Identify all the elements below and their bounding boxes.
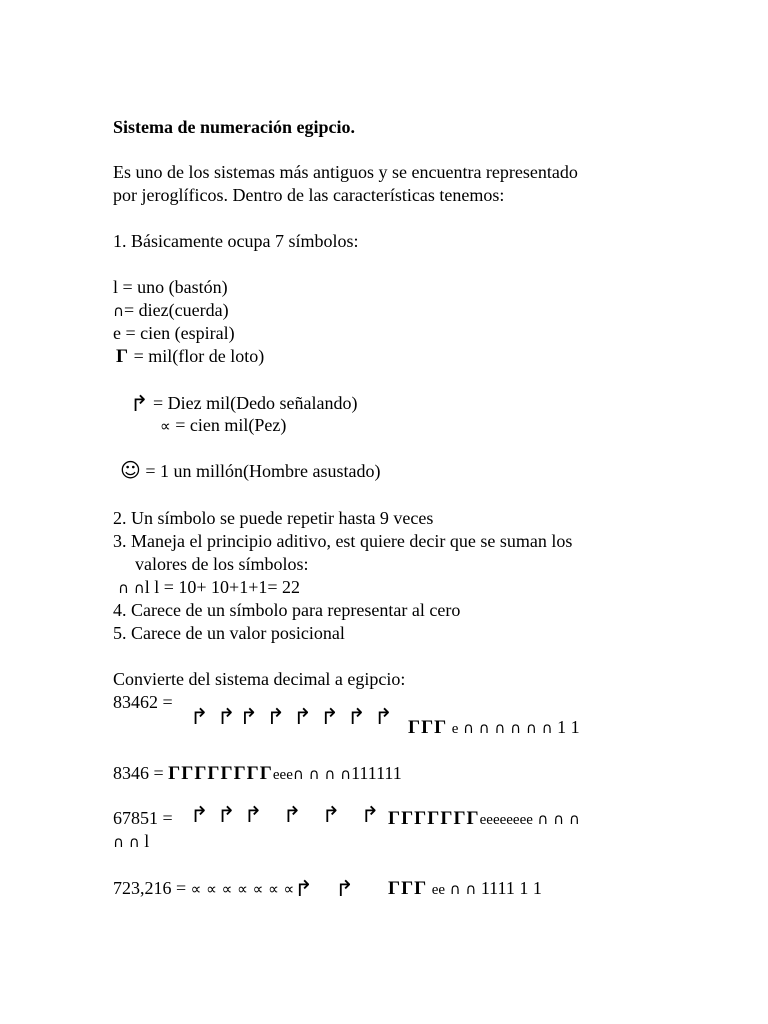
list-item-1: 1. Básicamente ocupa 7 símbolos: [113,231,359,251]
dedo-icon: ↱ [294,876,313,902]
symbol-diez-row [113,299,229,322]
dedo-icon: ↱ [320,704,339,730]
dedo-icon: ↱ [243,802,263,828]
list-item-3-cont: valores de los símbolos: [135,554,309,574]
symbol-mil-text: = mil(flor de loto) [133,346,265,366]
example-4 [113,877,354,901]
dedo-senalando-icon: ↱ [130,391,149,417]
pez-icons: ∝ ∝ ∝ ∝ ∝ ∝ ∝ [190,880,295,898]
symbol-millon-text: = 1 un millón(Hombre asustado) [145,461,381,481]
cuerda-icon: ∩ [113,302,124,320]
flor-de-loto-icon: Γ [116,346,130,367]
cuerda-icons: ∩ ∩ [113,833,140,851]
intro-line-1: Es uno de los sistemas más antiguos y se encuentra representado [113,162,578,182]
dedo-icon: ↱ [216,704,236,730]
ones-text: 1 1 [557,717,580,737]
example-1-arrows [190,705,397,729]
symbol-diezmil-row [130,392,358,416]
espiral-text: eee [272,767,293,783]
example-3-rest [388,807,580,831]
dedo-icon: ↱ [216,802,236,828]
dedo-icon: ↱ [239,704,258,730]
flor-de-loto-icons: ΓΓΓΓΓΓΓ [388,808,480,829]
symbol-cien: e = cien (espiral) [113,323,235,343]
flor-de-loto-icons: ΓΓΓΓΓΓΓΓ [168,763,273,784]
list-item-5: 5. Carece de un valor posicional [113,623,345,643]
espiral-text: eeeeeeee [479,812,533,828]
espiral-text: e [451,721,459,737]
example-1-rest [408,716,580,740]
symbol-mil-row [116,345,264,368]
intro-line-2: por jeroglíficos. Dentro de las características tenemos: [113,185,505,205]
dedo-icon: ↱ [266,704,285,730]
dedo-icon: ↱ [321,802,341,828]
pez-icon: ∝ [160,417,171,435]
example-1-label: 83462 = [113,692,173,712]
symbol-diez-text: = diez(cuerda) [123,300,229,320]
hombre-asustado-icon: ☺ [120,458,141,482]
document-title: Sistema de numeración egipcio. [113,117,355,137]
dedo-icon: ↱ [335,876,354,902]
dedo-icon: ↱ [282,802,302,828]
cuerda-icons: ∩ ∩ ∩ [537,810,580,828]
flor-de-loto-icons: ΓΓΓ [388,878,428,899]
ones-text: 1111 1 1 [480,878,542,898]
example-4-rest [388,877,542,901]
list-item-4: 4. Carece de un símbolo para representar al cero [113,600,461,620]
symbol-millon-row [120,459,380,482]
flor-de-loto-icons: ΓΓΓ [408,717,448,738]
example-2-label: 8346 = [113,763,164,783]
dedo-icon: ↱ [374,704,393,730]
example-3-label: 67851 = [113,808,173,828]
dedo-icon: ↱ [347,704,366,730]
example-3-line-2 [113,830,149,853]
symbol-uno: l = uno (bastón) [113,277,228,297]
cuerda-icons: ∩ ∩ ∩ ∩ [292,765,352,783]
cuerda-icons: ∩ ∩ ∩ ∩ ∩ ∩ [462,719,553,737]
dedo-icon: ↱ [190,704,209,730]
additive-example-text: l l = 10+ 10+1+1= 22 [144,577,300,597]
symbol-cienmil-text: = cien mil(Pez) [175,415,287,435]
list-item-3: 3. Maneja el principio aditivo, est quiere decir que se suman los [113,531,573,551]
symbol-cienmil-row [160,414,286,437]
example-3-arrows [190,803,383,827]
symbol-diezmil-text: = Diez mil(Dedo señalando) [152,393,358,413]
ones-text: 111111 [351,763,402,783]
cuerda-icons: ∩ ∩ [449,880,477,898]
example-2 [113,762,402,786]
espiral-text: ee [431,882,446,898]
cuerda-icons: ∩ ∩ [118,579,145,597]
example-4-label: 723,216 = [113,878,187,898]
ones-text: l [144,831,150,851]
dedo-icon: ↱ [360,802,380,828]
convert-heading: Convierte del sistema decimal a egipcio: [113,669,406,689]
dedo-icon: ↱ [190,802,209,828]
list-item-2: 2. Un símbolo se puede repetir hasta 9 veces [113,508,434,528]
additive-example [118,576,300,599]
dedo-icon: ↱ [293,704,312,730]
